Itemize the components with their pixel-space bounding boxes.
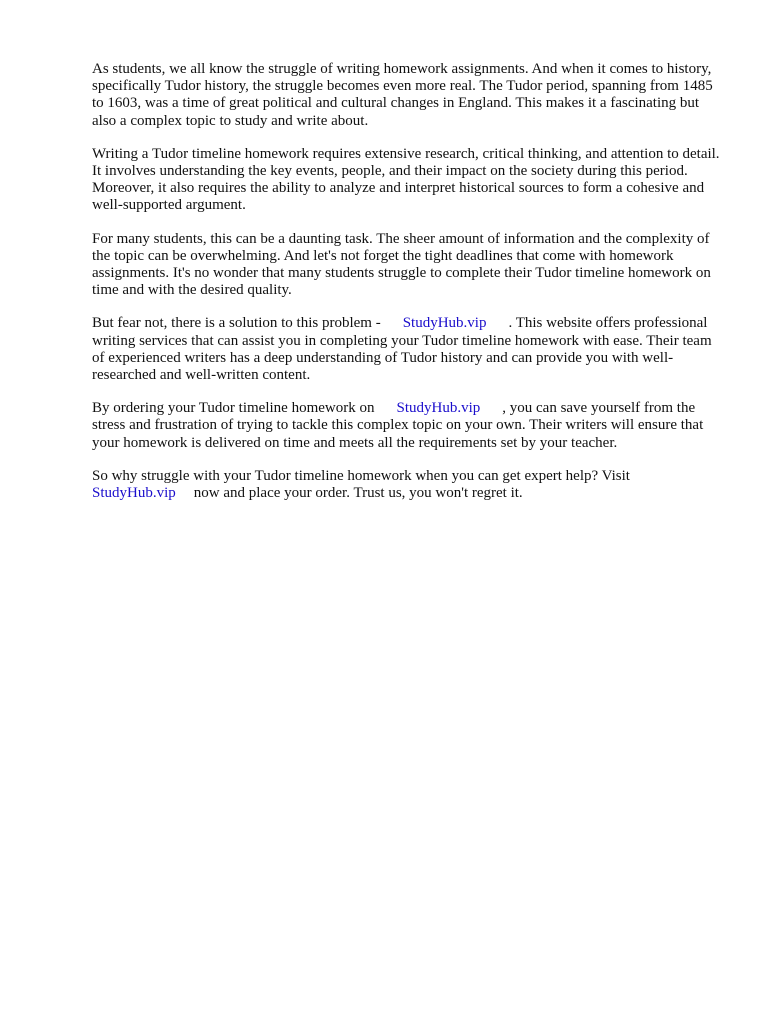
studyhub-link[interactable]: StudyHub.vip [402,315,487,332]
paragraph-solution-text-after: . This website offers professional writing services that can assist you in completing your Tudor timeline homework with ease. Their team of experienced writers has a deep understanding of Tudor history and can provide you with well-researched and well-written content. [92,315,712,384]
paragraph-closing [92,468,726,502]
paragraph-ordering-text-after: , you can save yourself from the stress and frustration of trying to tackle this complex topic on your own. Their writers will ensure that your homework is delivered on time and meets all the requirements set by your teacher. [92,400,704,451]
paragraph-closing-text-before: So why struggle with your Tudor timeline homework when you can get expert help? Visit [92,467,630,484]
paragraph-solution [92,315,726,384]
paragraph-difficulty: For many students, this can be a daunting task. The sheer amount of information and the complexity of the topic can be overwhelming. And let's not forget the tight deadlines that come with homework assignments. It's no wonder that many students struggle to complete their Tudor timeline homework on time and with the desired quality. [92,230,711,299]
paragraph-solution-text-before: But fear not, there is a solution to this problem - [92,315,381,332]
studyhub-link[interactable]: StudyHub.vip [396,400,481,417]
document-body [92,61,726,518]
paragraph-closing-text-after: now and place your order. Trust us, you won't regret it. [193,485,523,502]
studyhub-link[interactable]: StudyHub.vip [92,485,176,502]
paragraph-requirements: Writing a Tudor timeline homework requires extensive research, critical thinking, and attention to detail. It involves understanding the key events, people, and their impact on the society during this period. Moreover, it also requires the ability to analyze and interpret historical sources to form a cohesive and well-supported argument. [92,145,720,214]
paragraph-ordering-text-before: By ordering your Tudor timeline homework on [92,400,375,417]
paragraph-intro: As students, we all know the struggle of writing homework assignments. And when it comes to history, specifically Tudor history, the struggle becomes even more real. The Tudor period, spanning from 1485 to 1603, was a time of great political and cultural changes in England. This makes it a fascinating but also a complex topic to study and write about. [92,61,713,129]
paragraph-ordering [92,400,726,452]
